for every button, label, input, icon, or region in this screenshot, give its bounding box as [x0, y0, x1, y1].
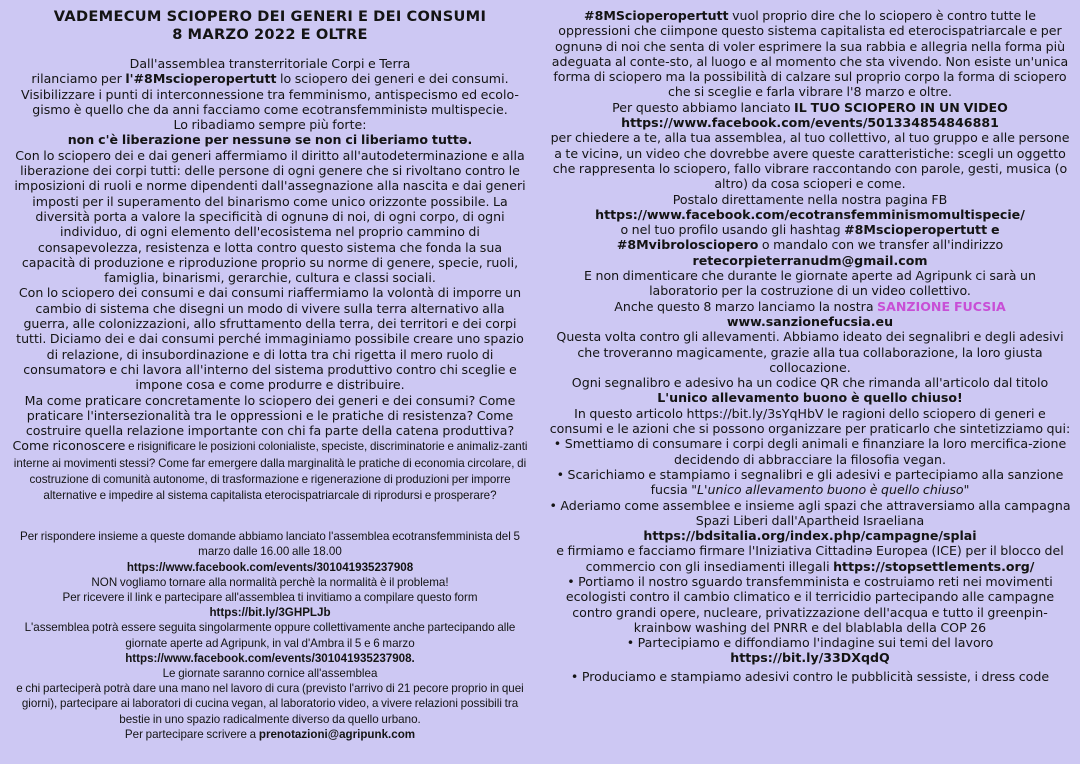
form-link[interactable]: https://bit.ly/3GHPLJb [209, 606, 331, 620]
normality-statement: NON vogliamo tornare alla normalità perchè la normalità è il problema! [91, 575, 449, 589]
assembly-event-link[interactable]: https://www.facebook.com/events/301041935237908 [126, 560, 414, 574]
bds-link[interactable]: https://bdsitalia.org/index.php/campagne/splai [643, 528, 977, 544]
stopsettlements-link[interactable]: https://stopsettlements.org/ [833, 558, 1035, 574]
video-event-link[interactable]: https://www.facebook.com/events/501334854846881 [621, 115, 999, 131]
strike-for-all-paragraph: #8MScioperopertutt vuol proprio dire che lo sciopero è contro tutte le oppressioni che ciimpone questo sistema capitalista ed eterocispatriarcale e per ognunə di noi che senta di voler esprimere la sua rabbia e allegria nella forma più adeguata al conte-sto, al luogo e al momento che sta vivendo. Non esiste un'unica forma di sciopero ma la possibilità di calzare sul proprio corpo la forma di sciopero che si sceglie e farla vibrare l'8 marzo e oltre. [551, 8, 1069, 100]
action-vegan-cont: decidendo di abbracciare la filosofia vegan. [673, 451, 947, 467]
paragraph-genders-strike: Con lo sciopero dei e dai generi affermiamo il diritto all'autodeterminazione e alla liberazione dei corpi tutti: delle persone di ogni genere che si rivoltano contro le imposizioni di ruoli e norme dipendenti dall'assegnazione alla nascita e dai generi imposti per il superamento del binarismo come unico orizzonte possibile. La diversità porta a valore la specificità di ognunə di noi, di ogni corpo, di ogni individuo, di ogni elemento dell'ecosistema nel proprio cammino di consapevolezza, resistenza e lotta contro questo sistema che fonda la sua capacità di produzione e riproduzione proprio su norme di genere, specie, ruoli, famiglia, binarismi, gerarchie, cultura e classi sociali. [14, 147, 526, 286]
paragraph-recognize: Come riconoscere e risignificare le posizioni colonialiste, speciste, discriminatorie e animaliz-zanti interne ai movimenti stessi? Come far emergere dalla marginalità le pratiche di economia circolare, di costruzione di comunità autonome, di trasformazione e rigenerazione di produzioni per imporre alternative e impedire al sistema capitalista eterocispatriarcale di riprodursi e prosperare? [12, 438, 528, 503]
slogan: non c'è liberazione per nessunə se non ci liberiamo tuttə. [67, 132, 473, 148]
survey-link[interactable]: https://bit.ly/33DXqdQ [730, 650, 890, 666]
intro-hashtag-line: rilanciamo per l'#8Mscioperopertutt lo sciopero dei generi e dei consumi. [31, 71, 509, 87]
paragraph-consumption-strike: Con lo sciopero dei consumi e dai consumi riaffermiamo la volontà di imporre un cambio di sistema che disegni un modo di vivere sulla terra alternativo alla guerra, alle colonizzazioni, allo sfruttamento della terra, dei territori e dei corpi tutti. Diciamo dei e dai consumi perché immaginiamo possibile creare uno spazio di relazione, di insubordinazione e di lotta tra chi rigetta il mero ruolo di consumatorə e chi lavora all'interno del sistema produttivo contro chi sceglie e impone cosa e come produrre e distribuire. [16, 285, 524, 393]
fb-page-link[interactable]: https://www.facebook.com/ecotransfemminismomultispecie/ [595, 206, 1025, 222]
paragraph-intersection: Visibilizzare i punti di interconnessione tra femminismo, antispecismo ed ecolo-gismo è quello che da anni facciamo come ecotransfemministə multispecie. [21, 86, 519, 117]
agripunk-event-link[interactable]: https://www.facebook.com/events/301041935237908. [125, 651, 415, 665]
hashtag: l'#8Mscioperopertutt [125, 71, 277, 87]
frame-text: Le giornate saranno cornice all'assemblea [162, 667, 378, 681]
qr-text: Ogni segnalibro e adesivo ha un codice QR che rimanda all'articolo dal titolo [571, 375, 1049, 391]
farms-text: Questa volta contro gli allevamenti. Abbiamo ideato dei segnalibri e degli adesivi che troveranno magicamente, grazie alla tua collaborazione, la loro giusta collocazione. [556, 329, 1064, 375]
action-sanction: • Scarichiamo e stampiamo i segnalibri e gli adesivi e partecipiamo alla sanzione fucsia "L'unico allevamento buono è quello chiuso" [556, 466, 1064, 498]
sanction-line: Anche questo 8 marzo lanciamo la nostra SANZIONE FUCSIA [614, 298, 1006, 314]
assembly-section [12, 529, 528, 742]
hashtags-line: o nel tuo profilo usando gli hashtag #8Mscioperopertutt e #8Mvibrolosciopero o mandalo con we transfer all'indirizzo [616, 222, 1004, 253]
video-request-text: per chiedere a te, alla tua assemblea, al tuo collettivo, al tuo gruppo e alle persone a te vicinə, un video che dovrebbe avere queste caratteristiche: scegli un oggetto che rappresenta lo sciopero, fallo vibrare raccontando con parole, gesti, musica (o altro) da cosa scioperi e come. [550, 130, 1070, 192]
fb-post-line: Postalo direttamente nella nostra pagina FB [672, 191, 948, 207]
contact-email-link[interactable]: prenotazioni@agripunk.com [258, 727, 416, 741]
action-bds: • Aderiamo come assemblee e insieme agli spazi che attraversiamo alla campagna Spazi Liberi dall'Apartheid Israeliana [549, 497, 1071, 528]
article-summary: In questo articolo https://bit.ly/3sYqHbV le ragioni dello sciopero di generi e consumi e le azioni che si possono organizzare per praticarlo che sintetizziamo qui: [549, 405, 1071, 437]
intro-line: Dall'assemblea transterritoriale Corpi e Terra [129, 56, 411, 71]
assembly-text: Per rispondere insieme a queste domande abbiamo lanciato l'assemblea ecotransfemminista del 5 marzo dalle 16.00 alle 18.00 [19, 530, 521, 559]
right-column [548, 8, 1072, 684]
document-title: VADEMECUM SCIOPERO DEI GENERI E DEI CONSUMI [53, 8, 487, 25]
participation-text: e chi parteciperà potrà dare una mano nel lavoro di cura (previsto l'arrivo di 21 pecore proprio in quei giorni), partecipare ai laboratori di cucina vegan, al laboratorio video, a vivere relazioni possibili tra bestie in uno spazio radicalmente diverso da quello urbano. [16, 682, 524, 726]
paragraph-reiterate: Lo ribadiamo sempre più forte: [173, 117, 367, 133]
action-stickers: • Produciamo e stampiamo adesivi contro le pubblicità sessiste, i dress code [570, 668, 1050, 684]
action-ecology: • Portiamo il nostro sguardo transfemminista e costruiamo reti nei movimenti ecologisti contro il cambio climatico e il terricidio partecipando alle campagne contro grandi opere, nucleare, privatizzazione dell'acqua e tutto il greenpin-krainbow washing del PNRR e del blablabla della COP 26 [565, 573, 1055, 635]
action-ice: e firmiamo e facciamo firmare l'Iniziativa Cittadinə Europea (ICE) per il blocco del commercio con gli insediamenti illegali https://stopsettlements.org/ [556, 543, 1064, 574]
video-lab-text: E non dimenticare che durante le giornate aperte ad Agripunk ci sarà un laboratorio per la costruzione di un video collettivo. [584, 268, 1036, 299]
sanction-name: SANZIONE FUCSIA [877, 298, 1006, 314]
document-subtitle: 8 MARZO 2022 E OLTRE [172, 26, 368, 43]
left-column [12, 8, 528, 742]
hashtag: #8MScioperopertutt [584, 8, 729, 23]
contact-line: Per partecipare scrivere a prenotazioni@agripunk.com [124, 727, 416, 741]
paragraph-questions: Ma come praticare concretamente lo sciopero dei generi e dei consumi? Come praticare l'intersezionalità tra le oppressioni e le pratiche di resistenza? Come costruire quella relazione importante con chi fa parte della catena produttiva? [24, 392, 516, 439]
agripunk-text: L'assemblea potrà essere seguita singolarmente oppure collettivamente anche partecipando alle giornate aperte ad Agripunk, in val d'Ambra il 5 e 6 marzo [24, 621, 516, 650]
action-vegan: • Smettiamo di consumare i corpi degli animali e finanziare la loro mercifica-zione [553, 436, 1067, 452]
article-title: L'unico allevamento buono è quello chiuso! [657, 390, 963, 406]
sanction-site-link[interactable]: www.sanzionefucsia.eu [726, 313, 894, 329]
action-survey: • Partecipiamo e diffondiamo l'indagine sui temi del lavoro [626, 635, 994, 651]
video-launch-line: Per questo abbiamo lanciato IL TUO SCIOPERO IN UN VIDEO [612, 99, 1008, 115]
form-invite: Per ricevere il link e partecipare all'assemblea ti invitiamo a compilare questo form [62, 591, 478, 605]
video-email-link[interactable]: retecorpieterranudm@gmail.com [692, 252, 928, 268]
